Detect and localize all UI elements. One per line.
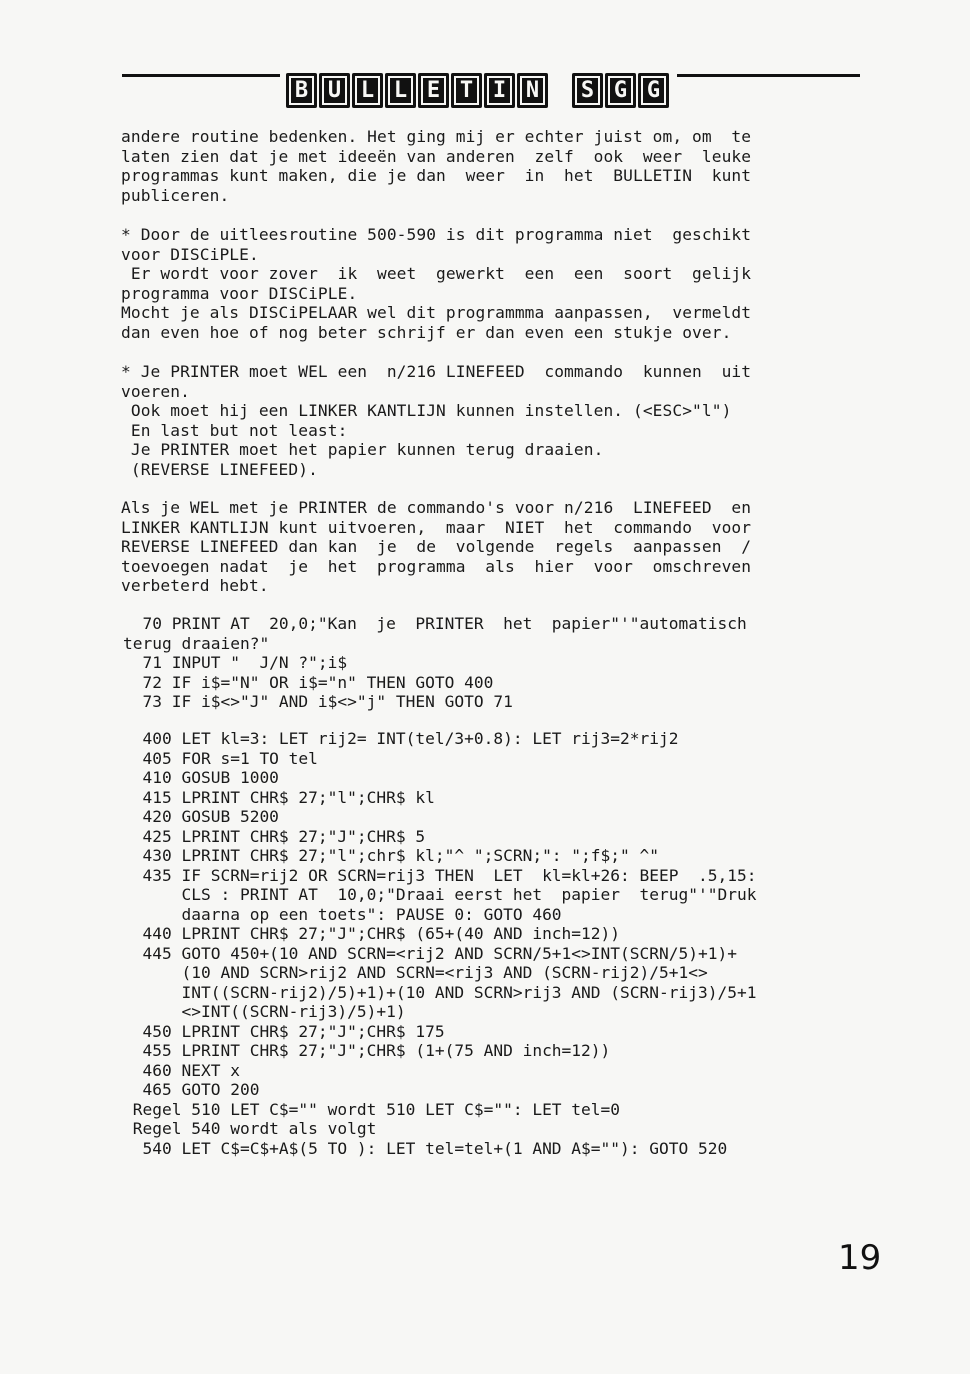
text-line: voeren. (121, 381, 190, 401)
text-line: * Je PRINTER moet WEL een n/216 LINEFEED commando kunnen uit (121, 362, 752, 381)
page-number: 19 (838, 1238, 882, 1278)
text-line: 445 GOTO 450+(10 AND SCRN=<rij2 AND SCRN/5+1<>INT(SCRN/5)+1)+ (123, 943, 737, 963)
text-line: 72 IF i$="N" OR i$="n" THEN GOTO 400 (123, 672, 494, 692)
text-line: (10 AND SCRN>rij2 AND SCRN=<rij3 AND (SCRN-rij2)/5+1<> (123, 963, 708, 982)
text-line: Ook moet hij een LINKER KANTLIJN kunnen instellen. (<ESC>"l") (121, 401, 732, 420)
text-line: programma voor DISCiPLE. (121, 283, 358, 303)
text-line: Er wordt voor zover ik weet gewerkt een een soort gelijk (121, 264, 752, 283)
paragraph-4 (121, 498, 866, 596)
text-line: 420 GOSUB 5200 (123, 807, 279, 826)
banner-letter: B (286, 73, 317, 108)
text-line: 415 LPRINT CHR$ 27;"l";CHR$ kl (123, 787, 435, 807)
banner-letter: L (385, 73, 416, 108)
banner-letter: U (319, 73, 350, 108)
text-line: (REVERSE LINEFEED). (121, 459, 318, 479)
banner-letter: G (605, 73, 636, 108)
code-block-2 (123, 729, 871, 1158)
text-line: voor DISCiPLE. (121, 244, 259, 264)
text-line: 450 LPRINT CHR$ 27;"J";CHR$ 175 (123, 1021, 445, 1041)
text-line: 70 PRINT AT 20,0;"Kan je PRINTER het papier"'"automatisch (123, 614, 747, 633)
code-block-1 (123, 614, 871, 712)
text-line: 425 LPRINT CHR$ 27;"J";CHR$ 5 (123, 826, 426, 846)
text-line: andere routine bedenken. Het ging mij er echter juist om, om te (121, 127, 752, 146)
text-line: CLS : PRINT AT 10,0;"Draai eerst het papier terug"'"Druk (123, 885, 757, 904)
text-line: 540 LET C$=C$+A$(5 TO ): LET tel=tel+(1 AND A$=""): GOTO 520 (123, 1138, 728, 1158)
banner-letter: T (451, 73, 482, 108)
text-line: publiceren. (121, 185, 230, 205)
text-line: 460 NEXT x (123, 1060, 240, 1080)
banner-letter: G (638, 73, 669, 108)
text-line: Als je WEL met je PRINTER de commando's voor n/216 LINEFEED en (121, 498, 752, 517)
text-line: LINKER KANTLIJN kunt uitvoeren, maar NIET het commando voor (121, 517, 752, 537)
text-line: 71 INPUT " J/N ?";i$ (123, 653, 348, 672)
text-line: Regel 510 LET C$="" wordt 510 LET C$="": LET tel=0 (123, 1099, 621, 1119)
paragraph-2 (121, 225, 866, 342)
text-line: 430 LPRINT CHR$ 27;"l";chr$ kl;"^ ";SCRN;": ";f$;" ^" (123, 846, 660, 865)
text-line: REVERSE LINEFEED dan kan je de volgende regels aanpassen / (121, 537, 752, 556)
banner-letter: I (484, 73, 515, 108)
text-line: <>INT((SCRN-rij3)/5)+1) (123, 1002, 406, 1021)
text-line: En last but not least: (121, 420, 348, 440)
text-line: 455 LPRINT CHR$ 27;"J";CHR$ (1+(75 AND inch=12)) (123, 1041, 611, 1060)
banner-letter: L (352, 73, 383, 108)
text-line: 440 LPRINT CHR$ 27;"J";CHR$ (65+(40 AND inch=12)) (123, 924, 621, 943)
banner-letter (550, 73, 570, 108)
text-line: Je PRINTER moet het papier kunnen terug draaien. (121, 440, 604, 459)
paragraph-1 (121, 127, 866, 205)
banner-letter: S (572, 73, 603, 108)
text-line: 400 LET kl=3: LET rij2= INT(tel/3+0.8): LET rij3=2*rij2 (123, 729, 679, 748)
text-line: 465 GOTO 200 (123, 1080, 260, 1099)
text-line: programmas kunt maken, die je dan weer in het BULLETIN kunt (121, 166, 752, 185)
banner-letter: N (517, 73, 548, 108)
text-line: 405 FOR s=1 TO tel (123, 748, 318, 768)
text-line: laten zien dat je met ideeën van anderen zelf ook weer leuke (121, 146, 752, 166)
text-line: toevoegen nadat je het programma als hier voor omschreven (121, 556, 752, 576)
text-line: 73 IF i$<>"J" AND i$<>"j" THEN GOTO 71 (123, 692, 513, 711)
text-line: terug draaien?" (123, 633, 270, 653)
text-line: 410 GOSUB 1000 (123, 768, 279, 787)
text-line: daarna op een toets": PAUSE 0: GOTO 460 (123, 904, 562, 924)
text-line: * Door de uitleesroutine 500-590 is dit programma niet geschikt (121, 225, 752, 244)
banner-letter: E (418, 73, 449, 108)
text-line: dan even hoe of nog beter schrijf er dan even een stukje over. (121, 322, 732, 342)
text-line: Mocht je als DISCiPELAAR wel dit programmma aanpassen, vermeldt (121, 303, 752, 322)
paragraph-3 (121, 362, 866, 479)
text-line: 435 IF SCRN=rij2 OR SCRN=rij3 THEN LET kl=kl+26: BEEP .5,15: (123, 865, 757, 885)
text-line: Regel 540 wordt als volgt (123, 1119, 377, 1138)
text-line: verbeterd hebt. (121, 576, 269, 595)
bulletin-banner (280, 70, 677, 110)
text-line: INT((SCRN-rij2)/5)+1)+(10 AND SCRN>rij3 AND (SCRN-rij3)/5+1 (123, 982, 757, 1002)
